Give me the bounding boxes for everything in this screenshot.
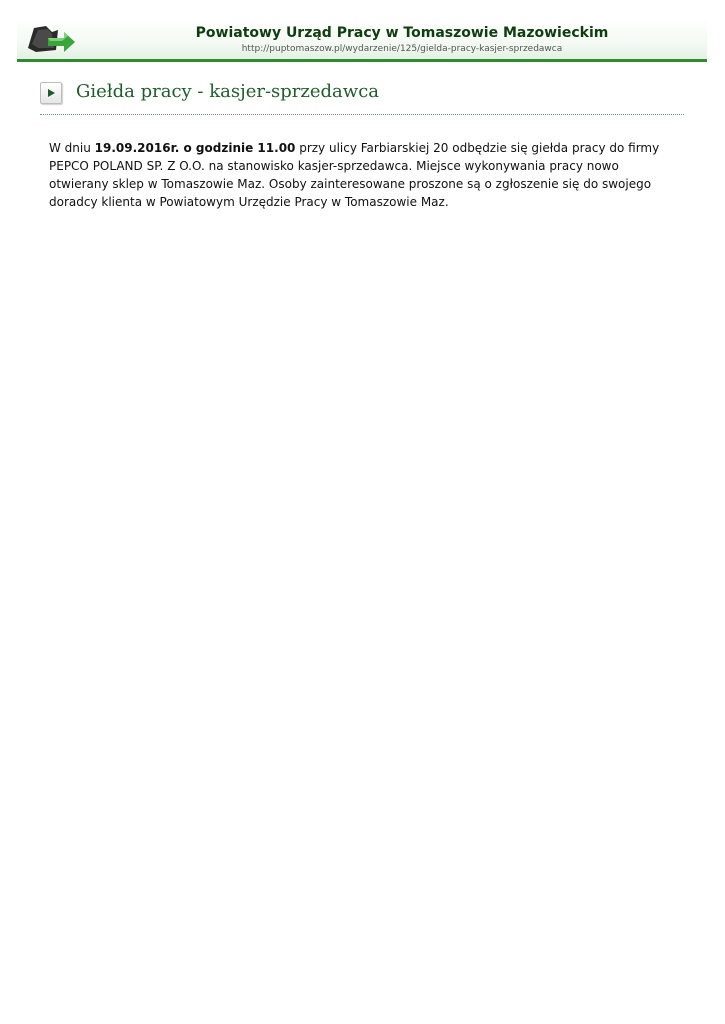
site-title: Powiatowy Urząd Pracy w Tomaszowie Mazowieckim	[195, 25, 609, 41]
article-text: przy ulicy Farbiarskiej 20 odbędzie się giełda pracy do firmy PEPCO POLAND SP. Z O.O. na stanowisko kasjer-sprzedawca. Miejsce wykonywania pracy nowo otwierany sklep w Tomaszowie Maz. Osoby zainteresowane proszone są o zgłoszenie się do swojego doradcy klienta w Powiatowym Urzędzie Pracy w Tomaszowie Maz.	[49, 141, 660, 209]
arrow-right-icon	[40, 82, 62, 104]
article-title-row	[40, 81, 684, 115]
pup-logo	[26, 24, 76, 56]
page-url: http://puptomaszow.pl/wydarzenie/125/gielda-pracy-kasjer-sprzedawca	[241, 44, 563, 54]
article-intro: W dniu	[49, 141, 95, 155]
event-date-time: 19.09.2016r. o godzinie 11.00	[94, 141, 296, 155]
article-title: Giełda pracy - kasjer-sprzedawca	[76, 81, 380, 102]
article-body	[49, 139, 679, 211]
page-header	[17, 17, 707, 62]
